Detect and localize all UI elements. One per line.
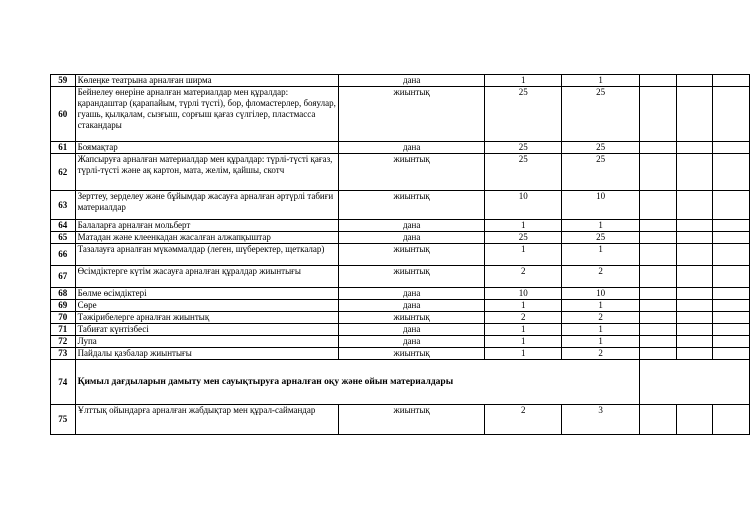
empty-cell — [713, 405, 750, 435]
unit-of-measure: дана — [339, 232, 485, 244]
unit-of-measure: жиынтық — [339, 154, 485, 191]
row-number: 71 — [51, 324, 76, 336]
quantity-available: 10 — [562, 288, 639, 300]
empty-cell — [639, 336, 676, 348]
item-name: Боямақтар — [75, 142, 339, 154]
row-number: 73 — [51, 348, 76, 360]
quantity-required: 25 — [485, 142, 562, 154]
empty-cell — [713, 142, 750, 154]
empty-cell — [676, 324, 713, 336]
quantity-required: 2 — [485, 266, 562, 288]
item-name: Сөре — [75, 300, 339, 312]
empty-cell — [639, 232, 676, 244]
table-body — [51, 75, 750, 435]
item-name: Тәжірибелерге арналған жиынтық — [75, 312, 339, 324]
table-row — [51, 405, 750, 435]
unit-of-measure: дана — [339, 142, 485, 154]
quantity-required: 1 — [485, 348, 562, 360]
unit-of-measure: жиынтық — [339, 405, 485, 435]
quantity-available: 1 — [562, 300, 639, 312]
unit-of-measure: жиынтық — [339, 266, 485, 288]
table-row — [51, 75, 750, 87]
empty-cell — [676, 405, 713, 435]
empty-cell — [713, 87, 750, 142]
empty-cell — [676, 336, 713, 348]
item-name: Ұлттық ойындарға арналған жабдықтар мен құрал-саймандар — [75, 405, 339, 435]
quantity-required: 2 — [485, 312, 562, 324]
row-number: 70 — [51, 312, 76, 324]
table-row — [51, 87, 750, 142]
empty-cell — [639, 244, 676, 266]
empty-cell — [676, 300, 713, 312]
quantity-required: 25 — [485, 87, 562, 142]
row-number: 64 — [51, 220, 76, 232]
table-row — [51, 142, 750, 154]
inventory-table — [50, 74, 750, 435]
table-row — [51, 154, 750, 191]
empty-cell — [713, 75, 750, 87]
quantity-available: 1 — [562, 324, 639, 336]
quantity-required: 1 — [485, 220, 562, 232]
unit-of-measure: жиынтық — [339, 244, 485, 266]
quantity-required: 1 — [485, 244, 562, 266]
empty-cell — [676, 191, 713, 220]
table-row — [51, 244, 750, 266]
empty-cell — [639, 405, 676, 435]
empty-cell — [676, 244, 713, 266]
empty-cell — [713, 336, 750, 348]
quantity-available: 25 — [562, 154, 639, 191]
row-number: 67 — [51, 266, 76, 288]
unit-of-measure: жиынтық — [339, 191, 485, 220]
empty-cell — [713, 288, 750, 300]
section-number: 74 — [51, 360, 76, 405]
table-row — [51, 220, 750, 232]
empty-cell — [713, 191, 750, 220]
row-number: 66 — [51, 244, 76, 266]
empty-cell — [713, 300, 750, 312]
unit-of-measure: дана — [339, 288, 485, 300]
row-number: 69 — [51, 300, 76, 312]
quantity-available: 1 — [562, 75, 639, 87]
table-row — [51, 324, 750, 336]
item-name: Тазалауға арналған мүкәммалдар (леген, шүберектер, щеткалар) — [75, 244, 339, 266]
quantity-required: 25 — [485, 232, 562, 244]
empty-cell — [639, 300, 676, 312]
quantity-required: 25 — [485, 154, 562, 191]
row-number: 60 — [51, 87, 76, 142]
item-name: Бөлме өсімдіктері — [75, 288, 339, 300]
quantity-required: 1 — [485, 336, 562, 348]
quantity-required: 10 — [485, 191, 562, 220]
empty-cell — [676, 312, 713, 324]
empty-cell — [713, 348, 750, 360]
unit-of-measure: дана — [339, 300, 485, 312]
item-name: Зерттеу, зерделеу және бұйымдар жасауға арналған әртүрлі табиғи материалдар — [75, 191, 339, 220]
empty-cell — [639, 312, 676, 324]
quantity-required: 1 — [485, 75, 562, 87]
empty-cell — [713, 324, 750, 336]
quantity-available: 2 — [562, 348, 639, 360]
unit-of-measure: дана — [339, 324, 485, 336]
quantity-available: 10 — [562, 191, 639, 220]
empty-cell — [713, 232, 750, 244]
quantity-available: 25 — [562, 232, 639, 244]
item-name: Табиғат күнтізбесі — [75, 324, 339, 336]
empty-cell — [713, 220, 750, 232]
quantity-available: 1 — [562, 220, 639, 232]
empty-cell — [639, 87, 676, 142]
table-row — [51, 312, 750, 324]
quantity-available: 2 — [562, 266, 639, 288]
table-row — [51, 288, 750, 300]
empty-cell — [676, 232, 713, 244]
empty-cell — [639, 142, 676, 154]
empty-cell — [676, 87, 713, 142]
empty-cell — [676, 75, 713, 87]
empty-cell — [676, 142, 713, 154]
quantity-required: 10 — [485, 288, 562, 300]
row-number: 59 — [51, 75, 76, 87]
row-number: 72 — [51, 336, 76, 348]
section-empty-cell — [639, 360, 749, 405]
item-name: Лупа — [75, 336, 339, 348]
empty-cell — [639, 324, 676, 336]
row-number: 62 — [51, 154, 76, 191]
empty-cell — [639, 154, 676, 191]
table-row — [51, 232, 750, 244]
empty-cell — [713, 312, 750, 324]
empty-cell — [713, 154, 750, 191]
unit-of-measure: жиынтық — [339, 348, 485, 360]
empty-cell — [639, 191, 676, 220]
item-name: Матадан және клеенкадан жасалған алжапқыштар — [75, 232, 339, 244]
row-number: 65 — [51, 232, 76, 244]
empty-cell — [676, 348, 713, 360]
table-row — [51, 348, 750, 360]
item-name: Пайдалы қазбалар жиынтығы — [75, 348, 339, 360]
unit-of-measure: дана — [339, 336, 485, 348]
empty-cell — [676, 266, 713, 288]
unit-of-measure: жиынтық — [339, 312, 485, 324]
section-title: Қимыл дағдыларын дамыту мен сауықтыруға арналған оқу және ойын материалдары — [75, 360, 639, 405]
item-name: Жапсыруға арналған материалдар мен құралдар: түрлі-түсті қағаз, түрлі-түсті және ақ картон, мата, желім, қайшы, скотч — [75, 154, 339, 191]
empty-cell — [639, 220, 676, 232]
quantity-available: 1 — [562, 336, 639, 348]
table-row — [51, 191, 750, 220]
empty-cell — [713, 266, 750, 288]
row-number: 63 — [51, 191, 76, 220]
item-name: Өсімдіктерге күтім жасауға арналған құралдар жиынтығы — [75, 266, 339, 288]
empty-cell — [676, 220, 713, 232]
empty-cell — [676, 288, 713, 300]
unit-of-measure: дана — [339, 75, 485, 87]
section-heading-row — [51, 360, 750, 405]
empty-cell — [713, 244, 750, 266]
item-name: Көлеңке театрына арналған ширма — [75, 75, 339, 87]
quantity-available: 25 — [562, 142, 639, 154]
quantity-available: 3 — [562, 405, 639, 435]
quantity-required: 1 — [485, 300, 562, 312]
unit-of-measure: дана — [339, 220, 485, 232]
quantity-required: 1 — [485, 324, 562, 336]
table-row — [51, 336, 750, 348]
empty-cell — [676, 154, 713, 191]
quantity-available: 25 — [562, 87, 639, 142]
empty-cell — [639, 75, 676, 87]
item-name: Балаларға арналған мольберт — [75, 220, 339, 232]
quantity-required: 2 — [485, 405, 562, 435]
unit-of-measure: жиынтық — [339, 87, 485, 142]
empty-cell — [639, 266, 676, 288]
table-row — [51, 300, 750, 312]
quantity-available: 2 — [562, 312, 639, 324]
quantity-available: 1 — [562, 244, 639, 266]
row-number: 68 — [51, 288, 76, 300]
empty-cell — [639, 348, 676, 360]
row-number: 75 — [51, 405, 76, 435]
row-number: 61 — [51, 142, 76, 154]
table-row — [51, 266, 750, 288]
item-name: Бейнелеу өнеріне арналған материалдар мен құралдар: қарандаштар (қарапайым, түрлі түсті), бор, фломастерлер, бояулар, гуашь, қылқалам, сызғыш, сорғыш қағаз сүлгілер, пластмасса стакандары — [75, 87, 339, 142]
empty-cell — [639, 288, 676, 300]
